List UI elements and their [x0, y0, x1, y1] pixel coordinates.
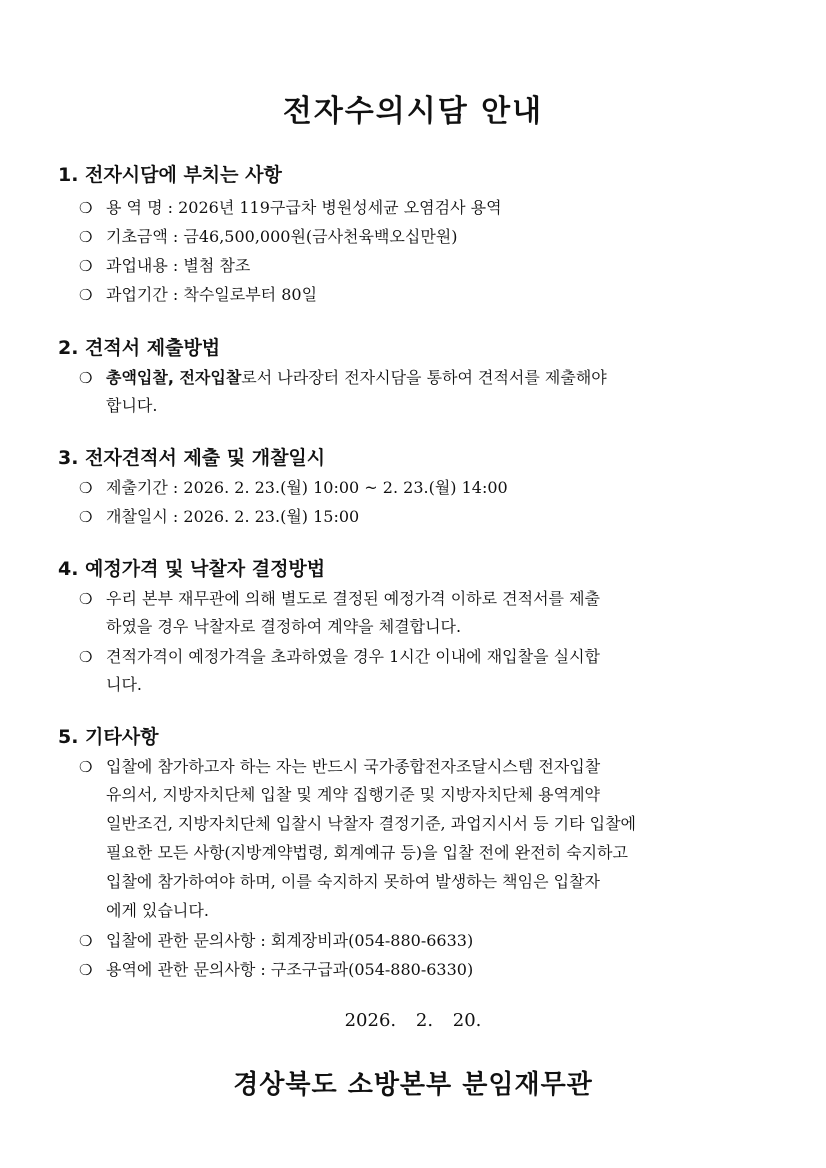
service-name: 용 역 명 : 2026년 119구급차 병원성세균 오염검사 용역 [106, 198, 502, 217]
other-notice-line: 입찰에 참가하여야 하며, 이를 숙지하지 못하여 발생하는 책임은 입찰자 [106, 872, 600, 891]
task-content: 과업내용 : 별첨 참조 [106, 256, 251, 275]
bullet-icon: ❍ [79, 932, 93, 950]
bullet-icon: ❍ [79, 228, 93, 246]
bid-type-bold: 총액입찰, 전자입찰 [106, 368, 242, 387]
other-notice-line: 입찰에 참가하고자 하는 자는 반드시 국가종합전자조달시스템 전자입찰 [106, 757, 601, 776]
decision-method-2a: 견적가격이 예정가격을 초과하였을 경우 1시간 이내에 재입찰을 실시합 [106, 647, 601, 666]
service-inquiry: 용역에 관한 문의사항 : 구조구급과(054-880-6330) [106, 960, 474, 979]
bullet-icon: ❍ [79, 648, 93, 666]
bullet-icon: ❍ [79, 199, 93, 217]
bullet-icon: ❍ [79, 479, 93, 497]
section-1-heading: 1. 전자시담에 부치는 사항 [58, 164, 282, 186]
document-title: 전자수의시담 안내 [282, 94, 544, 129]
section-5-heading: 5. 기타사항 [58, 726, 159, 748]
other-notice-line: 필요한 모든 사항(지방계약법령, 회계예규 등)을 입찰 전에 완전히 숙지하고 [106, 843, 628, 862]
base-amount: 기초금액 : 금46,500,000원(금사천육백오십만원) [106, 227, 458, 246]
bullet-icon: ❍ [79, 257, 93, 275]
decision-method-2b: 니다. [106, 675, 142, 694]
opening-time: 개찰일시 : 2026. 2. 23.(월) 15:00 [106, 507, 360, 526]
section-3-heading: 3. 전자견적서 제출 및 개찰일시 [58, 447, 326, 469]
submission-method-cont: 합니다. [106, 396, 158, 415]
bullet-icon: ❍ [79, 369, 93, 387]
bullet-icon: ❍ [79, 590, 93, 608]
decision-method-1a: 우리 본부 재무관에 의해 별도로 결정된 예정가격 이하로 견적서를 제출 [106, 589, 600, 608]
bullet-icon: ❍ [79, 286, 93, 304]
decision-method-1b: 하였을 경우 낙찰자로 결정하여 계약을 체결합니다. [106, 617, 462, 636]
submission-period: 제출기간 : 2026. 2. 23.(월) 10:00 ~ 2. 23.(월) 14:00 [106, 478, 508, 497]
section-4-heading: 4. 예정가격 및 낙찰자 결정방법 [58, 558, 326, 580]
bullet-icon: ❍ [79, 508, 93, 526]
bullet-icon: ❍ [79, 758, 93, 776]
bullet-icon: ❍ [79, 961, 93, 979]
submission-method-text: 로서 나라장터 전자시담을 통하여 견적서를 제출해야 [241, 368, 607, 387]
bid-inquiry: 입찰에 관한 문의사항 : 회계장비과(054-880-6633) [106, 931, 474, 950]
issuer-signature: 경상북도 소방본부 분임재무관 [233, 1070, 593, 1100]
task-period: 과업기간 : 착수일로부터 80일 [106, 285, 318, 304]
other-notice-line: 일반조건, 지방자치단체 입찰시 낙찰자 결정기준, 과업지시서 등 기타 입찰에 [106, 814, 636, 833]
submission-method [106, 366, 607, 390]
other-notice-line: 에게 있습니다. [106, 901, 209, 920]
other-notice-line: 유의서, 지방자치단체 입찰 및 계약 집행기준 및 지방자치단체 용역계약 [106, 785, 600, 804]
notice-date: 2026. 2. 20. [344, 1010, 482, 1031]
section-2-heading: 2. 견적서 제출방법 [58, 337, 221, 359]
